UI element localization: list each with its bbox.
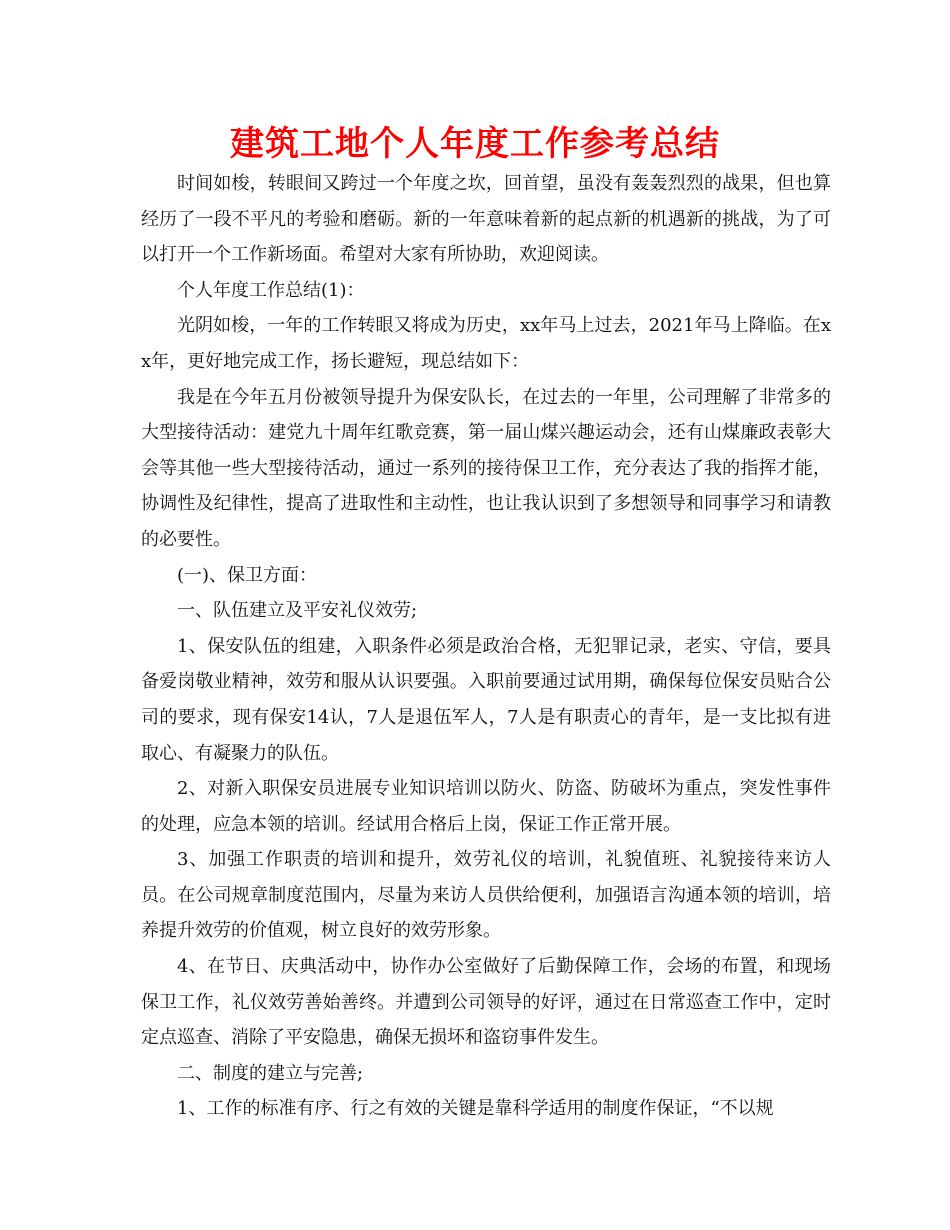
paragraph: 1、保安队伍的组建，入职条件必须是政治合格，无犯罪记录，老实、守信，要具备爱岗敬业精神，效劳和服从认识要强。入职前要通过试用期，确保每位保安员贴合公司的要求，现有保安14认，7人是退伍军人，7人是有职责心的青年，是一支比拟有进取心、有凝聚力的队伍。	[141, 635, 831, 764]
paragraph-subheading: (一)、保卫方面：	[177, 564, 318, 586]
document-body	[141, 166, 831, 1127]
document-title: 建筑工地个人年度工作参考总结	[230, 124, 720, 164]
paragraph-section-heading: 个人年度工作总结(1)：	[177, 279, 365, 301]
paragraph-intro: 时间如梭，转眼间又跨过一个年度之坎，回首望，虽没有轰轰烈烈的战果，但也算经历了一段不平凡的考验和磨砺。新的一年意味着新的起点新的机遇新的挑战，为了可以打开一个工作新场面。希望对大家有所协助，欢迎阅读。	[141, 173, 831, 266]
paragraph: 1、工作的标准有序、行之有效的关键是靠科学适用的制度作保证，“不以规	[177, 1098, 774, 1120]
paragraph-subheading: 二、制度的建立与完善;	[177, 1062, 364, 1084]
paragraph-subheading: 一、队伍建立及平安礼仪效劳;	[177, 600, 418, 622]
paragraph: 4、在节日、庆典活动中，协作办公室做好了后勤保障工作，会场的布置，和现场保卫工作，礼仪效劳善始善终。并遭到公司领导的好评，通过在日常巡查工作中，定时定点巡查、消除了平安隐患，确保无损坏和盗窃事件发生。	[141, 956, 831, 1049]
paragraph: 2、对新入职保安员进展专业知识培训以防火、防盗、防破坏为重点，突发性事件的处理，应急本领的培训。经试用合格后上岗，保证工作正常开展。	[141, 778, 831, 835]
paragraph: 3、加强工作职责的培训和提升，效劳礼仪的培训，礼貌值班、礼貌接待来访人员。在公司规章制度范围内，尽量为来访人员供给便利，加强语言沟通本领的培训，培养提升效劳的价值观，树立良好的效劳形象。	[141, 849, 831, 942]
paragraph: 我是在今年五月份被领导提升为保安队长，在过去的一年里，公司理解了非常多的大型接待活动：建党九十周年红歌竞赛，第一届山煤兴趣运动会，还有山煤廉政表彰大会等其他一些大型接待活动，通过一系列的接待保卫工作，充分表达了我的指挥才能，协调性及纪律性，提高了进取性和主动性，也让我认识到了多想领导和同事学习和请教的必要性。	[141, 386, 831, 550]
paragraph: 光阴如梭，一年的工作转眼又将成为历史，xx年马上过去，2021年马上降临。在xx年，更好地完成工作，扬长避短，现总结如下：	[141, 315, 831, 372]
